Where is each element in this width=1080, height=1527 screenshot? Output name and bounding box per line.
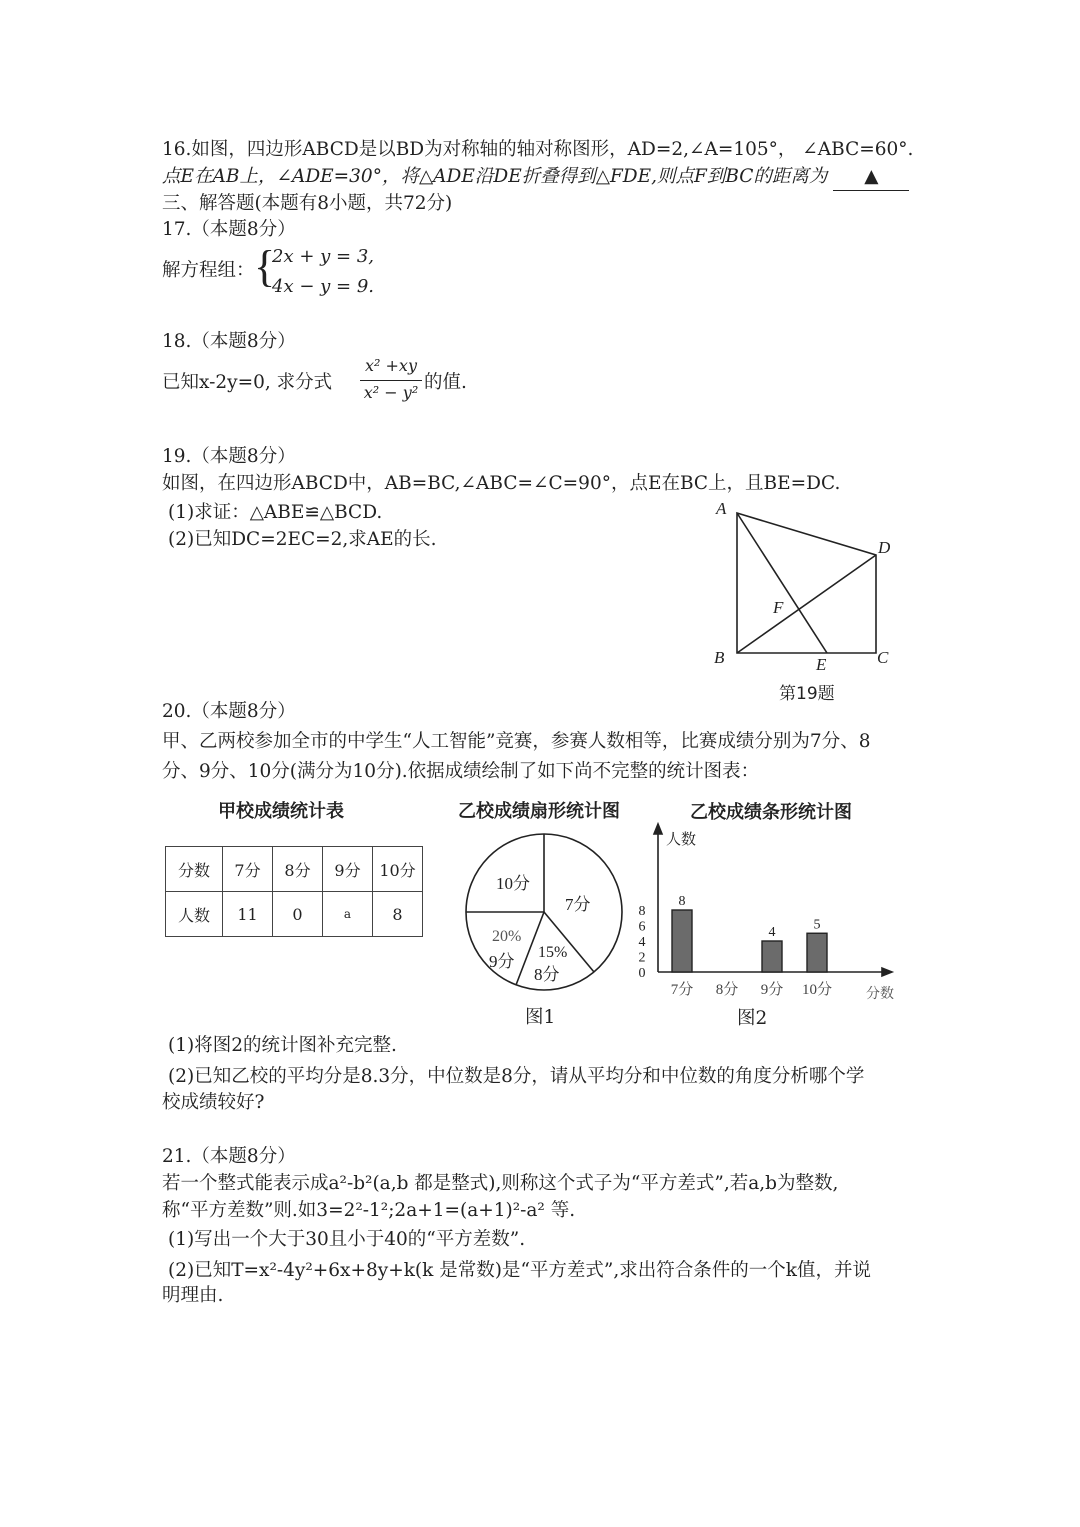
q20-heading: 20.（本题8分） <box>162 701 296 722</box>
q16-line2 <box>162 164 909 191</box>
pie-slice-label-10: 10分 <box>496 874 530 893</box>
bar-data-label: 8 <box>678 894 686 909</box>
table-cell: a <box>323 892 373 937</box>
bar-title: 乙校成绩条形统计图 <box>690 802 852 823</box>
q19-figure-caption: 第19题 <box>779 684 835 704</box>
q19-part2: (2)已知DC=2EC=2,求AE的长. <box>168 529 437 550</box>
q20-stem-1: 甲、乙两校参加全市的中学生“人工智能”竞赛，参赛人数相等，比赛成绩分别为7分、8 <box>162 731 871 752</box>
q21-part2-line2: 明理由. <box>162 1285 224 1306</box>
q18-prefix: 已知x-2y=0, 求分式 <box>162 372 333 393</box>
q19-stem: 如图，在四边形ABCD中，AB=BC,∠ABC=∠C=90°，点E在BC上，且BE=DC. <box>162 473 841 494</box>
table-cell: 0 <box>273 892 323 937</box>
y-axis-label: 人数 <box>666 830 697 848</box>
bar-data-label: 5 <box>813 917 821 933</box>
q18-suffix: 的值. <box>424 372 467 393</box>
bar-caption: 图2 <box>737 1008 768 1029</box>
section-3-heading: 三、解答题(本题有8小题，共72分) <box>162 193 453 214</box>
pie-slice-percent-9: 20% <box>492 928 522 945</box>
y-tick-label: 4 <box>638 935 646 950</box>
q19-figure <box>700 495 910 675</box>
q21-part2-line1: (2)已知T=x²-4y²+6x+8y+k(k 是常数)是“平方差式”,求出符合条件的一个k值，并说 <box>168 1260 871 1281</box>
school-a-score-table <box>165 846 423 937</box>
table-cell: 7分 <box>223 847 273 892</box>
pie-chart <box>462 830 626 994</box>
table-title: 甲校成绩统计表 <box>218 801 344 822</box>
pie-caption: 图1 <box>525 1007 556 1028</box>
pie-title: 乙校成绩扇形统计图 <box>458 801 620 822</box>
pie-slice-label-7: 7分 <box>565 895 591 914</box>
segment-ae <box>737 513 827 653</box>
x-axis-label: 分数 <box>866 986 894 1002</box>
y-tick-label: 6 <box>638 919 646 935</box>
q17-equation-1: 2x + y = 3, <box>272 246 374 267</box>
q18-heading: 18.（本题8分） <box>162 331 296 352</box>
q21-line2: 称“平方差数”则.如3=2²-1²;2a+1=(a+1)²-a² 等. <box>162 1200 576 1221</box>
pie-slice-label-8: 8分 <box>534 965 560 984</box>
table-row <box>166 892 423 937</box>
y-tick-label: 2 <box>638 950 646 966</box>
bar-data-label: 4 <box>768 925 776 940</box>
q20-part2-line1: (2)已知乙校的平均分是8.3分，中位数是8分，请从平均分和中位数的角度分析哪个学 <box>168 1066 865 1087</box>
x-tick-label: 9分 <box>760 982 784 998</box>
blank-mark: ▲ <box>864 166 879 187</box>
bar <box>762 941 782 972</box>
q19-part1: (1)求证：△ABE≌△BCD. <box>168 502 383 523</box>
q17-equation-2: 4x − y = 9. <box>272 276 374 297</box>
equation-brace: { <box>254 242 276 291</box>
point-b-label: B <box>714 648 725 667</box>
point-e-label: E <box>816 655 827 674</box>
x-tick-label: 10分 <box>801 982 833 998</box>
point-f-label: F <box>773 598 784 617</box>
fraction-denominator: x² − y² <box>363 383 419 402</box>
q21-part1: (1)写出一个大于30且小于40的“平方差数”. <box>168 1229 526 1250</box>
point-c-label: C <box>877 648 889 667</box>
x-tick-label: 7分 <box>670 982 694 998</box>
table-row <box>166 847 423 892</box>
row-label-score: 分数 <box>166 847 223 892</box>
x-axis-arrow <box>882 968 892 976</box>
q17-prompt: 解方程组： <box>162 260 255 281</box>
y-tick-label: 8 <box>638 904 646 919</box>
table-cell: 9分 <box>323 847 373 892</box>
q16-line2-text: 点E在AB上，∠ADE=30°，将△ADE沿DE折叠得到△FDE,则点F到BC的距离为 <box>162 166 828 187</box>
table-cell: 8分 <box>273 847 323 892</box>
fraction-bar <box>360 380 422 381</box>
y-axis-arrow <box>654 824 662 834</box>
q16-line1: 16.如图，四边形ABCD是以BD为对称轴的轴对称图形，AD=2,∠A=105°， ∠ABC=60°. <box>162 139 914 160</box>
q21-heading: 21.（本题8分） <box>162 1146 296 1167</box>
answer-blank <box>833 164 909 191</box>
quadrilateral-abcd <box>737 513 876 653</box>
x-tick-label: 8分 <box>715 982 739 998</box>
point-a-label: A <box>716 499 727 518</box>
fraction-numerator: x² +xy <box>365 356 417 375</box>
y-tick-label: 0 <box>638 966 646 981</box>
table-cell: 10分 <box>373 847 423 892</box>
table-cell: 11 <box>223 892 273 937</box>
bar <box>672 910 692 972</box>
q21-line1: 若一个整式能表示成a²-b²(a,b 都是整式),则称这个式子为“平方差式”,若a,b为整数, <box>162 1173 839 1194</box>
q20-stem-2: 分、9分、10分(满分为10分).依据成绩绘制了如下尚不完整的统计图表： <box>162 761 760 782</box>
segment-bd <box>737 555 876 653</box>
q19-heading: 19.（本题8分） <box>162 446 296 467</box>
q20-part1: (1)将图2的统计图补充完整. <box>168 1035 397 1056</box>
pie-slice-label-9: 9分 <box>489 952 515 971</box>
q20-part2-line2: 校成绩较好? <box>162 1092 265 1113</box>
row-label-count: 人数 <box>166 892 223 937</box>
q17-heading: 17.（本题8分） <box>162 219 296 240</box>
bar <box>807 933 827 972</box>
point-d-label: D <box>878 538 891 557</box>
table-cell: 8 <box>373 892 423 937</box>
pie-slice-percent-8: 15% <box>538 944 568 961</box>
bar-chart <box>630 822 905 1007</box>
